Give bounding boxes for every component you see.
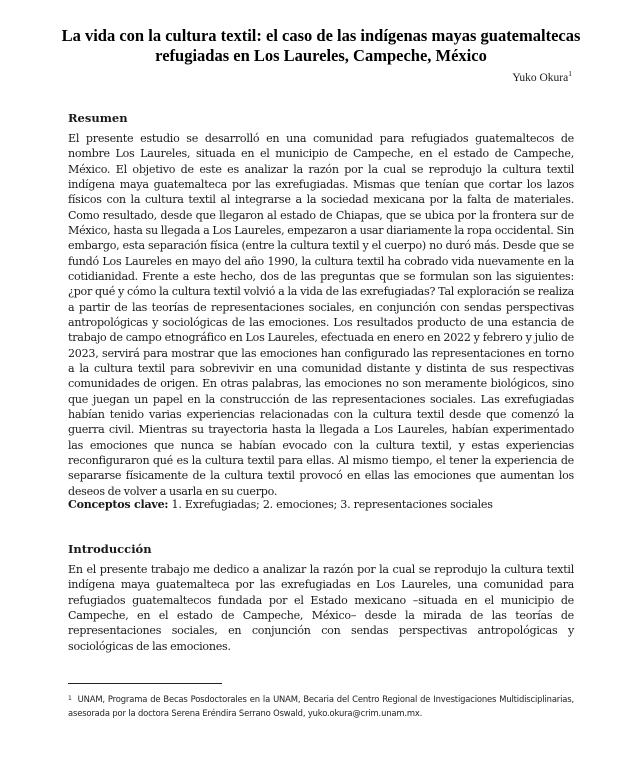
article-title: La vida con la cultura textil: el caso de las indígenas mayas guatemaltecas refugiadas en Los Laureles, Campeche, México — [61, 26, 581, 65]
author-name — [512, 67, 572, 85]
author-name-text: Yuko Okura — [512, 71, 569, 84]
keywords-label: Conceptos clave: — [68, 498, 169, 511]
keywords-text: 1. Exrefugiadas; 2. emociones; 3. representaciones sociales — [171, 498, 493, 511]
footnote-number: 1 — [68, 695, 72, 702]
resumen-paragraph: El presente estudio se desarrolló en una comunidad para refugiados guatemaltecos de nombre Los Laureles, situada en el municipio de Campeche, en el estado de Campeche, México. El objetivo de este es analizar la razón por la cual se reprodujo la cultura textil indígena maya guatemalteca por las exrefugiadas. Mismas que tenían que cortar los lazos físicos con la cultura textil al integrarse a la sociedad mexicana por la falta de materiales. Como resultado, desde que llegaron al estado de Chiapas, que se ubica por la frontera sur de México, hasta su llegada a Los Laureles, empezaron a usar diariamente la ropa occidental. Sin embargo, esta separación física (entre la cultura textil y el cuerpo) no duró más. Desde que se fundó Los Laureles en mayo del año 1990, la cultura textil ha cobrado vida nuevamente en la cotidianidad. Frente a este hecho, dos de las preguntas que se formulan son las siguientes: ¿por qué y cómo la cultura textil volvió a la vida de las exrefugiadas? Tal exploración se realiza a partir de las teorías de representaciones sociales, en conjunción con sendas perspectivas antropológicas y sociológicas de las emociones. Los resultados producto de una estancia de trabajo de campo etnográfico en Los Laureles, efectuada en enero en 2022 y febrero y julio de 2023, servirá para mostrar que las emociones han configurado las representaciones en torno a la cultura textil para sobrevivir en una comunidad distante y distinta de sus respectivas comunidades de origen. En otras palabras, las emociones no son meramente biológicos, sino que juegan un papel en la construcción de las representaciones sociales. Las exrefugiadas habían tenido varias experiencias relacionadas con la cultura textil desde que comenzó la guerra civil. Mientras su trayectoria hasta la llegada a Los Laureles, habían experimentado las emociones que nunca se habían evocado con la cultura textil, y estas experiencias reconfiguraron qué es la cultura textil para ellas. Al mismo tiempo, el tener la experiencia de separarse físicamente de la cultura textil provocó en ellas las emociones que aumentan los deseos de volver a usarla en su cuerpo. — [68, 132, 574, 498]
introduccion-paragraph: En el presente trabajo me dedico a analizar la razón por la cual se reprodujo la cultura textil indígena maya guatemalteca por las exrefugiadas en Los Laureles, una comunidad para refugiados guatemaltecos fundada por el Estado mexicano –situada en el municipio de Campeche, en el estado de Campeche, México– desde la mirada de las teorías de representaciones sociales, en conjunción con sendas perspectivas antropológicas y sociológicas de las emociones. — [68, 563, 574, 653]
introduccion-heading: Introducción — [68, 542, 152, 556]
footnote-marker[interactable]: 1 — [568, 69, 572, 78]
resumen-heading: Resumen — [68, 111, 128, 125]
footnote-text: UNAM, Programa de Becas Posdoctorales en la UNAM, Becaria del Centro Regional de Investigaciones Multidisciplinarias, asesorada por la doctora Serena Eréndira Serrano Oswald, yuko.okura@crim.unam.mx. — [68, 694, 574, 718]
footnote-divider — [68, 683, 222, 684]
keywords-line — [68, 497, 574, 512]
footnote — [68, 692, 574, 720]
